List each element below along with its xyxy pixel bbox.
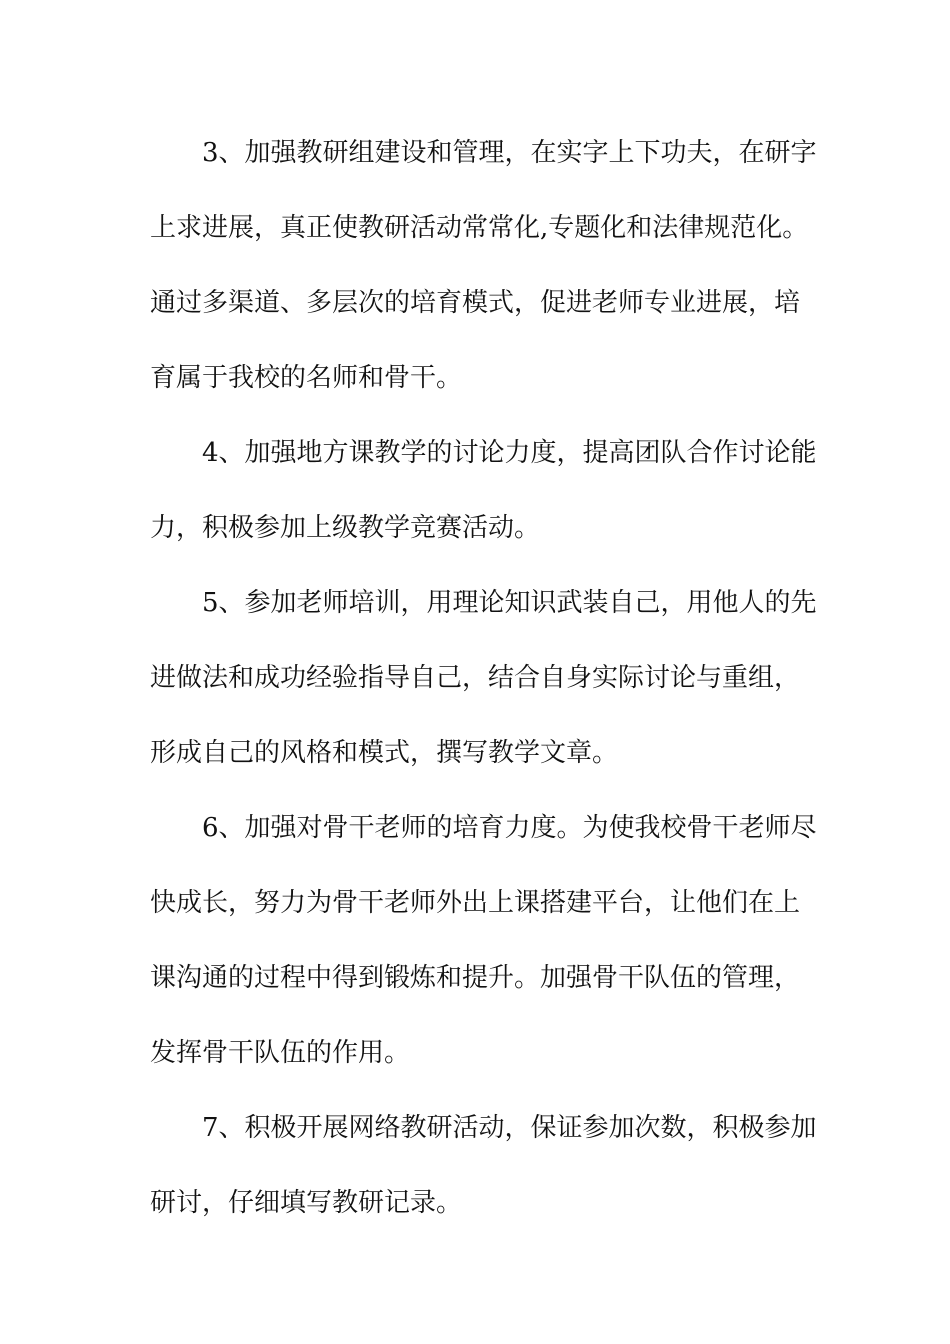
paragraph-5-line-1: 5、参加老师培训，用理论知识武装自己，用他人的先 <box>202 588 817 618</box>
paragraph-6-line-4: 发挥骨干队伍的作用。 <box>150 1038 411 1068</box>
paragraph-5-line-3: 形成自己的风格和模式，撰写教学文章。 <box>150 738 619 768</box>
paragraph-4-line-2: 力，积极参加上级教学竞赛活动。 <box>150 513 541 543</box>
paragraph-5-line-2: 进做法和成功经验指导自己，结合自身实际讨论与重组， <box>150 663 801 693</box>
paragraph-7-line-2: 研讨，仔细填写教研记录。 <box>150 1188 463 1218</box>
paragraph-6-line-3: 课沟通的过程中得到锻炼和提升。加强骨干队伍的管理， <box>150 963 801 993</box>
paragraph-7-line-1: 7、积极开展网络教研活动，保证参加次数，积极参加 <box>202 1113 817 1143</box>
paragraph-3-line-4: 育属于我校的名师和骨干。 <box>150 363 463 393</box>
paragraph-6-line-2: 快成长，努力为骨干老师外出上课搭建平台，让他们在上 <box>150 888 801 918</box>
paragraph-3-line-3: 通过多渠道、多层次的培育模式，促进老师专业进展，培 <box>150 288 801 318</box>
paragraph-3-line-1: 3、加强教研组建设和管理，在实字上下功夫，在研字 <box>202 138 817 168</box>
paragraph-3-line-2: 上求进展，真正使教研活动常常化,专题化和法律规范化。 <box>150 213 809 243</box>
paragraph-4-line-1: 4、加强地方课教学的讨论力度，提高团队合作讨论能 <box>202 438 817 468</box>
paragraph-6-line-1: 6、加强对骨干老师的培育力度。为使我校骨干老师尽 <box>202 813 817 843</box>
